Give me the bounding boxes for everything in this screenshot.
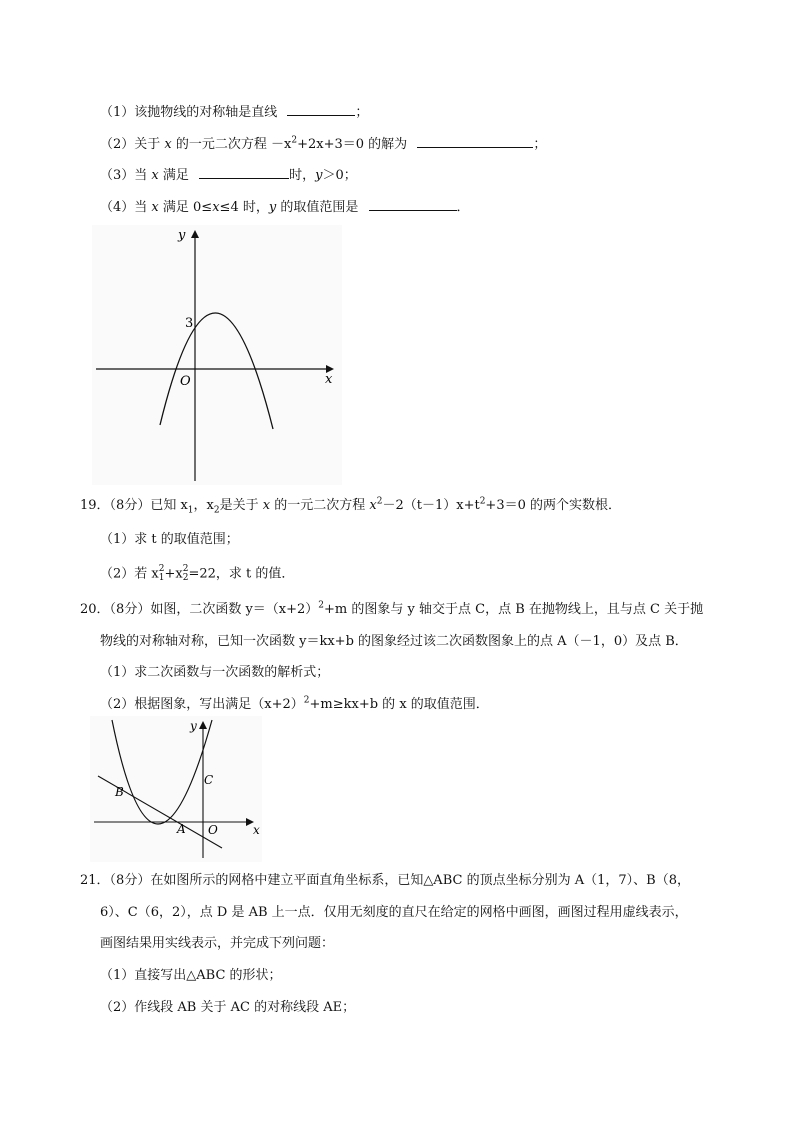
y-intercept-label: 3 <box>185 316 194 331</box>
q19-part2-sup2: 2 <box>182 564 189 574</box>
q19-stem-b: ，x <box>193 498 214 513</box>
q19-part2-a: （2）若 x <box>100 566 159 582</box>
q21-stem-line3: 画图结果用实线表示，并完成下列问题： <box>100 936 335 951</box>
q19-part2-c: =22，求 t 的值． <box>188 566 295 582</box>
point-a-label: A <box>177 822 186 836</box>
q21-part2: （2）作线段 AB 关于 AC 的对称线段 AE； <box>100 1000 356 1015</box>
q19-stem-d: 的一元二次方程 <box>274 498 366 513</box>
q18-part3-y: y <box>315 168 323 183</box>
q18-part4-text-a: （4）当 <box>100 200 148 215</box>
point-c-label: C <box>204 773 214 787</box>
q18-parabola-figure <box>92 225 342 485</box>
q19-stem-sub1: 1 <box>187 505 194 516</box>
q18-part3-text-c: 时， <box>289 168 316 183</box>
q19-stem <box>80 497 621 515</box>
q18-part1-end: ； <box>355 105 369 120</box>
q19-stem-sup: 2 <box>376 496 383 507</box>
point-b-label: B <box>115 785 124 799</box>
q19-stem-a: 19．（8分）已知 x <box>80 498 188 513</box>
origin-label: O <box>208 823 218 837</box>
q19-part2-sub2: 2 <box>182 573 189 583</box>
origin-label: O <box>180 374 191 389</box>
q18-part2 <box>100 134 546 154</box>
q18-part3-text-d: ＞0； <box>322 168 357 183</box>
x-axis-label: x <box>325 372 333 387</box>
q18-part3-var: x <box>151 168 159 183</box>
q18-part2-text-b: 的一元二次方程 －x <box>175 137 292 152</box>
q19-part1: （1）求 t 的取值范围； <box>100 532 239 547</box>
q20-part2 <box>100 696 489 714</box>
q18-part4 <box>100 197 470 217</box>
q20-part1: （1）求二次函数与一次函数的解析式； <box>100 665 330 680</box>
q18-part1-answer-blank[interactable] <box>287 102 355 116</box>
figure-background <box>92 225 342 485</box>
q18-part3-answer-blank[interactable] <box>199 165 289 179</box>
q18-part4-text-c: ≤4 时， <box>219 200 269 215</box>
q18-part3 <box>100 165 357 185</box>
q21-stem-line1: 21．（8分）在如图所示的网格中建立平面直角坐标系，已知△ABC 的顶点坐标分别为 A（1，7）、B（8， <box>80 873 690 888</box>
q18-part2-answer-blank[interactable] <box>417 134 533 148</box>
q19-part2-b: +x <box>164 566 183 582</box>
q18-part1 <box>100 102 368 122</box>
q18-part2-text-c: +2x+3＝0 的解为 <box>297 137 408 152</box>
q19-stem-sup2: 2 <box>479 496 486 507</box>
q20-stem1-b: +m 的图象与 y 轴交于点 C，点 B 在抛物线上，且与点 C 关于抛 <box>324 602 704 617</box>
q18-part3-text-a: （3）当 <box>100 168 148 183</box>
y-axis-label: y <box>178 228 186 243</box>
q18-part4-var: x <box>151 200 159 215</box>
q18-part1-text: （1）该抛物线的对称轴是直线 <box>100 105 278 120</box>
y-axis-label: y <box>190 719 197 733</box>
q19-part2 <box>100 565 294 584</box>
q20-part2-sup: 2 <box>303 695 310 706</box>
q18-part2-text-a: （2）关于 <box>100 137 161 152</box>
q19-stem-f: －2（t－1）x+t <box>382 498 480 513</box>
q20-stem-line2: 物线的对称轴对称，已知一次函数 y＝kx+b 的图象经过该二次函数图象上的点 A（－1，0）及点 B． <box>100 634 688 649</box>
q18-part4-end: ． <box>456 200 470 215</box>
q19-part2-sub1: 1 <box>158 573 165 583</box>
q19-stem-e: x <box>369 498 377 513</box>
q18-part4-var2: x <box>212 200 220 215</box>
q20-part2-a: （2）根据图象，写出满足（x+2） <box>100 697 304 712</box>
x-axis-label: x <box>253 823 260 837</box>
q20-stem1: 20．（8分）如图，二次函数 y＝（x+2） <box>80 602 319 617</box>
q18-part2-sup: 2 <box>291 135 298 146</box>
q18-part2-end: ； <box>533 137 547 152</box>
q20-part2-b: +m≥kx+b 的 x 的取值范围． <box>309 697 489 712</box>
q18-part4-y: y <box>268 200 277 215</box>
q18-part4-answer-blank[interactable] <box>369 197 457 211</box>
q19-stem-sub2: 2 <box>213 505 220 516</box>
q20-stem-line1 <box>80 601 703 619</box>
q19-stem-var: x <box>262 498 271 513</box>
q18-part2-var: x <box>164 137 172 152</box>
q19-part2-sup1: 2 <box>158 564 165 574</box>
q21-stem-line2: 6）、C（6，2），点 D 是 AB 上一点．仅用无刻度的直尺在给定的网格中画图，画图过程用虚线表示， <box>100 905 688 920</box>
q20-parabola-line-figure <box>90 716 262 862</box>
q20-stem1-sup: 2 <box>318 600 325 611</box>
q21-part1: （1）直接写出△ABC 的形状； <box>100 968 282 983</box>
q19-stem-c: 是关于 <box>219 498 259 513</box>
q18-part4-text-d: 的取值范围是 <box>280 200 359 215</box>
q19-stem-g: +3＝0 的两个实数根． <box>485 498 621 513</box>
q18-part4-text-b: 满足 0≤ <box>162 200 213 215</box>
q18-part3-text-b: 满足 <box>162 168 189 183</box>
